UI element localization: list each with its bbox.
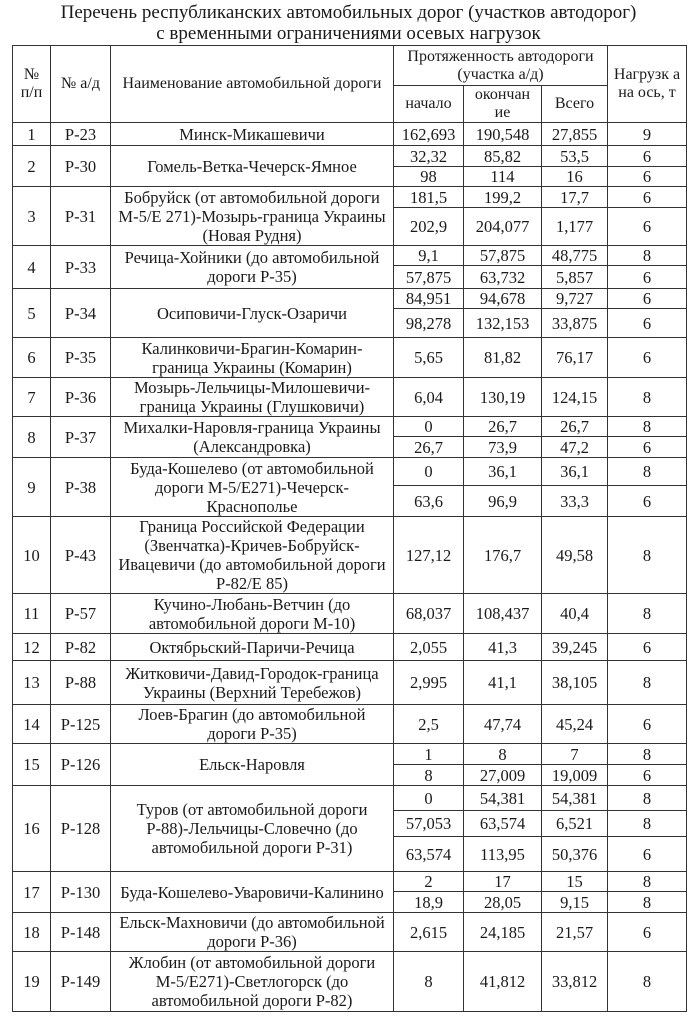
row-number: 14 bbox=[13, 705, 51, 744]
axle-load: 8 bbox=[608, 378, 687, 417]
table-row bbox=[13, 146, 687, 167]
segment-end: 54,381 bbox=[464, 786, 542, 811]
segment-total: 50,376 bbox=[542, 837, 608, 872]
road-id: Р-88 bbox=[51, 661, 111, 705]
road-id: Р-130 bbox=[51, 872, 111, 913]
road-id: Р-30 bbox=[51, 146, 111, 187]
segment-total: 47,2 bbox=[542, 437, 608, 458]
segment-total: 40,4 bbox=[542, 594, 608, 634]
table-row bbox=[13, 187, 687, 208]
axle-load: 6 bbox=[608, 913, 687, 952]
segment-end: 28,05 bbox=[464, 892, 542, 913]
row-number: 8 bbox=[13, 417, 51, 458]
row-number: 11 bbox=[13, 594, 51, 634]
segment-start: 202,9 bbox=[394, 208, 464, 246]
row-number: 1 bbox=[13, 123, 51, 146]
segment-start: 2,5 bbox=[394, 705, 464, 744]
segment-total: 5,857 bbox=[542, 266, 608, 289]
segment-total: 76,17 bbox=[542, 338, 608, 378]
road-name: Ельск-Наровля bbox=[111, 744, 394, 786]
road-name: Минск-Микашевичи bbox=[111, 123, 394, 146]
table-row bbox=[13, 913, 687, 952]
road-id: Р-126 bbox=[51, 744, 111, 786]
segment-end: 176,7 bbox=[464, 517, 542, 594]
segment-end: 24,185 bbox=[464, 913, 542, 952]
segment-start: 181,5 bbox=[394, 187, 464, 208]
segment-total: 26,7 bbox=[542, 417, 608, 437]
segment-total: 6,521 bbox=[542, 811, 608, 837]
segment-end: 57,875 bbox=[464, 246, 542, 266]
segment-end: 26,7 bbox=[464, 417, 542, 437]
segment-total: 124,15 bbox=[542, 378, 608, 417]
row-number: 13 bbox=[13, 661, 51, 705]
road-name: Калинковичи-Брагин-Комарин-граница Украины (Комарин) bbox=[111, 338, 394, 378]
segment-start: 0 bbox=[394, 786, 464, 811]
segment-start: 32,32 bbox=[394, 146, 464, 167]
segment-start: 98,278 bbox=[394, 309, 464, 338]
title-line-2: с временными ограничениями осевых нагрузок bbox=[156, 23, 541, 44]
axle-load: 6 bbox=[608, 705, 687, 744]
header-total: Всего bbox=[542, 86, 608, 123]
road-id: Р-38 bbox=[51, 458, 111, 517]
segment-start: 162,693 bbox=[394, 123, 464, 146]
segment-start: 8 bbox=[394, 765, 464, 786]
row-number: 10 bbox=[13, 517, 51, 594]
segment-total: 54,381 bbox=[542, 786, 608, 811]
axle-load: 9 bbox=[608, 123, 687, 146]
segment-end: 132,153 bbox=[464, 309, 542, 338]
segment-end: 47,74 bbox=[464, 705, 542, 744]
row-number: 3 bbox=[13, 187, 51, 246]
segment-start: 8 bbox=[394, 952, 464, 1012]
row-number: 4 bbox=[13, 246, 51, 289]
road-name: Речица-Хойники (до автомобильной дороги Р-35) bbox=[111, 246, 394, 289]
segment-end: 114 bbox=[464, 167, 542, 187]
segment-total: 15 bbox=[542, 872, 608, 892]
row-number: 5 bbox=[13, 289, 51, 338]
axle-load: 8 bbox=[608, 417, 687, 437]
header-start: начало bbox=[394, 86, 464, 123]
segment-start: 63,574 bbox=[394, 837, 464, 872]
road-name: Граница Российской Федерации (Звенчатка)-Кричев-Бобруйск-Ивацевичи (до автомобильной дороги Р-82/Е 85) bbox=[111, 517, 394, 594]
axle-load: 6 bbox=[608, 289, 687, 309]
road-name: Буда-Кошелево (от автомобильной дороги М-5/Е271)-Чечерск-Краснополье bbox=[111, 458, 394, 517]
segment-start: 84,951 bbox=[394, 289, 464, 309]
table-row bbox=[13, 417, 687, 437]
segment-total: 33,875 bbox=[542, 309, 608, 338]
table-row bbox=[13, 594, 687, 634]
segment-total: 49,58 bbox=[542, 517, 608, 594]
row-number: 6 bbox=[13, 338, 51, 378]
segment-end: 81,82 bbox=[464, 338, 542, 378]
axle-load: 8 bbox=[608, 246, 687, 266]
roads-table bbox=[12, 45, 687, 1012]
segment-start: 5,65 bbox=[394, 338, 464, 378]
segment-start: 98 bbox=[394, 167, 464, 187]
axle-load: 8 bbox=[608, 952, 687, 1012]
segment-end: 27,009 bbox=[464, 765, 542, 786]
segment-start: 57,053 bbox=[394, 811, 464, 837]
segment-total: 1,177 bbox=[542, 208, 608, 246]
axle-load: 6 bbox=[608, 338, 687, 378]
table-row bbox=[13, 123, 687, 146]
table-row bbox=[13, 786, 687, 811]
segment-end: 17 bbox=[464, 872, 542, 892]
table-row bbox=[13, 744, 687, 765]
axle-load: 6 bbox=[608, 146, 687, 167]
road-name: Осиповичи-Глуск-Озаричи bbox=[111, 289, 394, 338]
road-id: Р-37 bbox=[51, 417, 111, 458]
table-row bbox=[13, 872, 687, 892]
segment-start: 18,9 bbox=[394, 892, 464, 913]
row-number: 19 bbox=[13, 952, 51, 1012]
title-line-1: Перечень республиканских автомобильных дорог (участков автодорог) bbox=[60, 2, 637, 23]
axle-load: 6 bbox=[608, 208, 687, 246]
segment-end: 113,95 bbox=[464, 837, 542, 872]
table-row bbox=[13, 661, 687, 705]
segment-total: 53,5 bbox=[542, 146, 608, 167]
segment-total: 19,009 bbox=[542, 765, 608, 786]
segment-start: 9,1 bbox=[394, 246, 464, 266]
axle-load: 8 bbox=[608, 892, 687, 913]
axle-load: 6 bbox=[608, 187, 687, 208]
road-id: Р-36 bbox=[51, 378, 111, 417]
road-id: Р-57 bbox=[51, 594, 111, 634]
segment-total: 7 bbox=[542, 744, 608, 765]
segment-total: 9,727 bbox=[542, 289, 608, 309]
segment-total: 39,245 bbox=[542, 634, 608, 661]
segment-start: 6,04 bbox=[394, 378, 464, 417]
segment-end: 108,437 bbox=[464, 594, 542, 634]
row-number: 12 bbox=[13, 634, 51, 661]
segment-start: 127,12 bbox=[394, 517, 464, 594]
axle-load: 8 bbox=[608, 811, 687, 837]
axle-load: 6 bbox=[608, 634, 687, 661]
table-body bbox=[13, 123, 687, 1012]
table-row bbox=[13, 378, 687, 417]
segment-total: 33,3 bbox=[542, 486, 608, 517]
axle-load: 8 bbox=[608, 594, 687, 634]
table-row bbox=[13, 517, 687, 594]
road-id: Р-35 bbox=[51, 338, 111, 378]
road-id: Р-128 bbox=[51, 786, 111, 872]
segment-end: 41,3 bbox=[464, 634, 542, 661]
road-id: Р-34 bbox=[51, 289, 111, 338]
axle-load: 6 bbox=[608, 266, 687, 289]
segment-end: 41,1 bbox=[464, 661, 542, 705]
table-row bbox=[13, 289, 687, 309]
segment-total: 21,57 bbox=[542, 913, 608, 952]
header-road-id: № а/д bbox=[51, 46, 111, 123]
axle-load: 8 bbox=[608, 786, 687, 811]
segment-start: 2,055 bbox=[394, 634, 464, 661]
segment-total: 48,775 bbox=[542, 246, 608, 266]
road-id: Р-149 bbox=[51, 952, 111, 1012]
road-name: Октябрьский-Паричи-Речица bbox=[111, 634, 394, 661]
segment-end: 63,732 bbox=[464, 266, 542, 289]
row-number: 2 bbox=[13, 146, 51, 187]
header-axle-load: Нагрузк а на ось, т bbox=[608, 46, 687, 123]
segment-end: 41,812 bbox=[464, 952, 542, 1012]
segment-total: 27,855 bbox=[542, 123, 608, 146]
table-row bbox=[13, 705, 687, 744]
road-name: Бобруйск (от автомобильной дороги М-5/Е 271)-Мозырь-граница Украины (Новая Рудня) bbox=[111, 187, 394, 246]
segment-start: 57,875 bbox=[394, 266, 464, 289]
row-number: 7 bbox=[13, 378, 51, 417]
row-number: 9 bbox=[13, 458, 51, 517]
table-row bbox=[13, 338, 687, 378]
road-name: Михалки-Наровля-граница Украины (Александровка) bbox=[111, 417, 394, 458]
road-id: Р-23 bbox=[51, 123, 111, 146]
segment-start: 1 bbox=[394, 744, 464, 765]
header-end: окончан ие bbox=[464, 86, 542, 123]
segment-start: 2,615 bbox=[394, 913, 464, 952]
road-name: Туров (от автомобильной дороги Р-88)-Лельчицы-Словечно (до автомобильной дороги Р-31) bbox=[111, 786, 394, 872]
segment-start: 26,7 bbox=[394, 437, 464, 458]
row-number: 18 bbox=[13, 913, 51, 952]
road-name: Мозырь-Лельчицы-Милошевичи-граница Украины (Глушковичи) bbox=[111, 378, 394, 417]
road-id: Р-125 bbox=[51, 705, 111, 744]
axle-load: 8 bbox=[608, 744, 687, 765]
segment-total: 9,15 bbox=[542, 892, 608, 913]
segment-total: 45,24 bbox=[542, 705, 608, 744]
segment-total: 16 bbox=[542, 167, 608, 187]
segment-start: 63,6 bbox=[394, 486, 464, 517]
header-num: № п/п bbox=[13, 46, 51, 123]
road-id: Р-43 bbox=[51, 517, 111, 594]
road-id: Р-33 bbox=[51, 246, 111, 289]
segment-end: 190,548 bbox=[464, 123, 542, 146]
segment-start: 68,037 bbox=[394, 594, 464, 634]
axle-load: 8 bbox=[608, 458, 687, 486]
segment-start: 0 bbox=[394, 458, 464, 486]
axle-load: 8 bbox=[608, 872, 687, 892]
road-name: Лоев-Брагин (до автомобильной дороги Р-35) bbox=[111, 705, 394, 744]
segment-total: 38,105 bbox=[542, 661, 608, 705]
segment-start: 0 bbox=[394, 417, 464, 437]
segment-start: 2 bbox=[394, 872, 464, 892]
axle-load: 6 bbox=[608, 765, 687, 786]
segment-end: 96,9 bbox=[464, 486, 542, 517]
header-name: Наименование автомобильной дороги bbox=[111, 46, 394, 123]
segment-total: 17,7 bbox=[542, 187, 608, 208]
axle-load: 6 bbox=[608, 437, 687, 458]
row-number: 17 bbox=[13, 872, 51, 913]
segment-end: 94,678 bbox=[464, 289, 542, 309]
segment-end: 85,82 bbox=[464, 146, 542, 167]
row-number: 15 bbox=[13, 744, 51, 786]
table-row bbox=[13, 634, 687, 661]
road-id: Р-31 bbox=[51, 187, 111, 246]
road-id: Р-148 bbox=[51, 913, 111, 952]
road-name: Житковичи-Давид-Городок-граница Украины (Верхний Теребежов) bbox=[111, 661, 394, 705]
segment-end: 63,574 bbox=[464, 811, 542, 837]
road-name: Ельск-Махновичи (до автомобильной дороги Р-36) bbox=[111, 913, 394, 952]
axle-load: 8 bbox=[608, 661, 687, 705]
axle-load: 8 bbox=[608, 517, 687, 594]
axle-load: 6 bbox=[608, 309, 687, 338]
document-title bbox=[0, 2, 697, 44]
road-name: Жлобин (от автомобильной дороги М-5/Е271)-Светлогорск (до автомобильной дороги Р-82) bbox=[111, 952, 394, 1012]
table-row bbox=[13, 246, 687, 266]
header-length-group: Протяженность автодороги (участка а/д) bbox=[394, 46, 608, 86]
road-name: Гомель-Ветка-Чечерск-Ямное bbox=[111, 146, 394, 187]
segment-end: 130,19 bbox=[464, 378, 542, 417]
axle-load: 6 bbox=[608, 167, 687, 187]
segment-end: 204,077 bbox=[464, 208, 542, 246]
table-row bbox=[13, 458, 687, 486]
segment-end: 8 bbox=[464, 744, 542, 765]
segment-total: 36,1 bbox=[542, 458, 608, 486]
road-name: Кучино-Любань-Ветчин (до автомобильной дороги М-10) bbox=[111, 594, 394, 634]
segment-total: 33,812 bbox=[542, 952, 608, 1012]
segment-end: 36,1 bbox=[464, 458, 542, 486]
table-row bbox=[13, 952, 687, 1012]
row-number: 16 bbox=[13, 786, 51, 872]
segment-end: 73,9 bbox=[464, 437, 542, 458]
axle-load: 6 bbox=[608, 486, 687, 517]
road-name: Буда-Кошелево-Уваровичи-Калинино bbox=[111, 872, 394, 913]
segment-end: 199,2 bbox=[464, 187, 542, 208]
road-id: Р-82 bbox=[51, 634, 111, 661]
segment-start: 2,995 bbox=[394, 661, 464, 705]
axle-load: 6 bbox=[608, 837, 687, 872]
